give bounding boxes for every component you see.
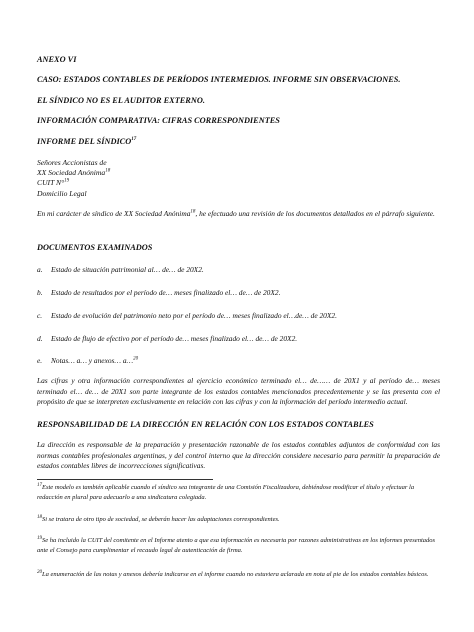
footnote-ref: 19 bbox=[64, 178, 70, 184]
intro-paragraph: En mi carácter de síndico de XX Sociedad Anónima$^{18}$, he efectuado una revisión de los documentos detallados en el párrafo siguiente. bbox=[37, 209, 435, 218]
footnote-ref: 17 bbox=[131, 137, 137, 143]
addressee-line: Domicilio Legal bbox=[37, 189, 87, 198]
heading-responsabilidad: RESPONSABILIDAD DE LA DIRECCIÓN EN RELACIÓN CON LOS ESTADOS CONTABLES bbox=[37, 420, 374, 429]
heading-informacion: INFORMACIÓN COMPARATIVA: CIFRAS CORRESPONDIENTES bbox=[37, 116, 280, 125]
cifras-paragraph: Las cifras y otra información correspondientes al ejercicio económico terminado el… de…… de 20X1 y al período de… meses terminado el… de… de 20X1 son parte integrante de los estados contables mencionados precedentemente y se las presenta con el propósito de que se interpreten exclusivamente en relación con las cifras y con la información del período intermedio actual. bbox=[37, 376, 440, 407]
responsabilidad-paragraph: La dirección es responsable de la preparación y presentación razonable de los estados contables adjuntos de conformidad con las normas contables profesionales argentinas, y del control interno que la dirección considere necesario para permitir la preparación de estados contables libres de incorrecciones significativas. bbox=[37, 440, 440, 471]
footnote: $^{18}$Si se tratara de otro tipo de sociedad, se deberán hacer las adaptaciones correspondientes. bbox=[37, 514, 280, 523]
footnote-ref: 20 bbox=[133, 356, 139, 362]
document-item: b. Estado de resultados por el período de… meses finalizado el… de… de 20X2. bbox=[37, 288, 281, 297]
heading-sindico: EL SÍNDICO NO ES EL AUDITOR EXTERNO. bbox=[37, 96, 205, 105]
addressee-line: XX Sociedad Anónima$^{18}$ bbox=[37, 168, 111, 177]
footnote-ref: 18 bbox=[190, 209, 196, 215]
footnote: $^{17}$Este modelo es también aplicable cuando el síndico sea integrante de una Comisión Fiscalizadora, debiéndose modificar el título y efectuar la redacción en plural para adecuarlo a una sindicatura colegiada. bbox=[37, 482, 415, 501]
document-item: d. Estado de flujo de efectivo por el período de… meses finalizado el… de… de 20X2. bbox=[37, 334, 298, 343]
heading-informe: INFORME DEL SÍNDICO$^{17}$ bbox=[37, 137, 137, 146]
heading-caso: CASO: ESTADOS CONTABLES DE PERÍODOS INTERMEDIOS. INFORME SIN OBSERVACIONES. bbox=[37, 75, 401, 84]
document-item: e. Notas… a… y anexos… a…$^{20}$ bbox=[37, 356, 139, 365]
document-item: a. Estado de situación patrimonial al… de… de 20X2. bbox=[37, 265, 204, 274]
addressee-line: CUIT N°$^{19}$ bbox=[37, 178, 70, 187]
document-item: c. Estado de evolución del patrimonio neto por el período de… meses finalizado el…de… de 20X2. bbox=[37, 311, 337, 320]
footnote: $^{19}$Se ha incluido la CUIT del comitente en el Informe atento a que esa información es necesaria por razones administrativas en los informes presentados ante el Consejo para cumplimentar el recaudo legal de autenticación de firma. bbox=[37, 535, 436, 554]
heading-anexo: ANEXO VI bbox=[37, 55, 77, 64]
footnote-ref: 18 bbox=[105, 168, 111, 174]
heading-documentos: DOCUMENTOS EXAMINADOS bbox=[37, 243, 153, 252]
footnote-separator bbox=[37, 479, 213, 480]
addressee-line: Señores Accionistas de bbox=[37, 158, 107, 167]
footnote: $^{20}$La enumeración de las notas y anexos debería indicarse en el informe cuando no estuviera aclarada en nota al pie de los estados contables básicos. bbox=[37, 569, 429, 578]
